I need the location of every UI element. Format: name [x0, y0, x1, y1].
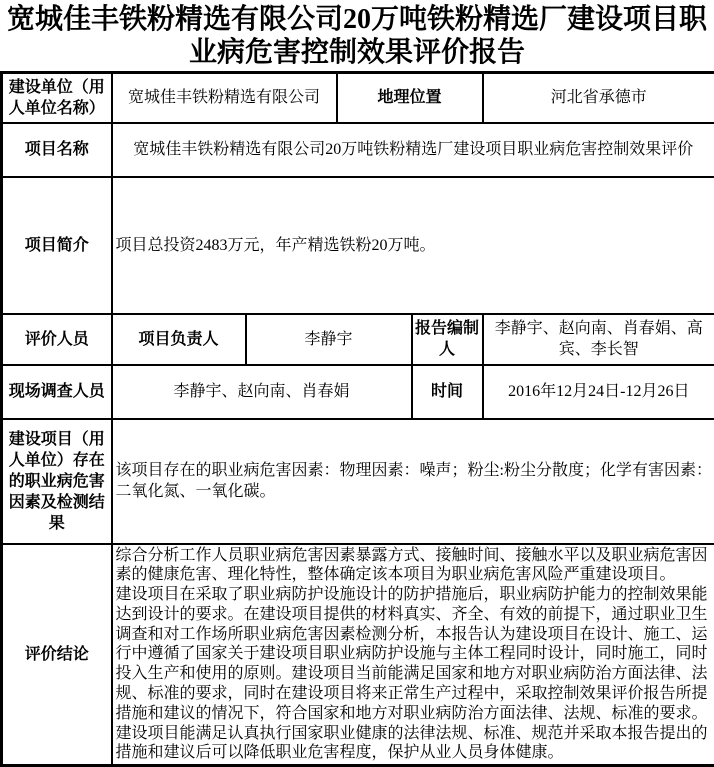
row-evaluators [2, 314, 714, 365]
site-survey-value: 李静宇、赵向南、肖春娟 [112, 365, 412, 419]
row-project-intro [2, 177, 714, 314]
project-intro-value: 项目总投资2483万元，年产精选铁粉20万吨。 [112, 177, 714, 314]
time-value: 2016年12月24日-12月26日 [483, 365, 714, 419]
location-value: 河北省承德市 [483, 73, 714, 123]
report-compilers-label: 报告编制人 [412, 314, 483, 365]
row-site-survey [2, 365, 714, 419]
page-title: 宽城佳丰铁粉精选有限公司20万吨铁粉精选厂建设项目职业病危害控制效果评价报告 [0, 0, 714, 71]
conclusion-paragraph-2: 建设项目在采取了职业病防护设施设计的防护措施后，职业病防护能力的控制效果能达到设计的要求。在建设项目提供的材料真实、齐全、有效的前提下，通过职业卫生调查和对工作场所职业病危害因素检测分析，本报告认为建设项目在设计、施工、运行中遵循了国家关于建设项目职业病防护设施与主体工程同时设计，同时施工，同时投入生产和使用的原则。建设项目当前能满足国家和地方对职业病防治方面法律、法规、标准的要求，同时在建设项目将来正常生产过程中，采取控制效果评价报告所提措施和建议的情况下，符合国家和地方对职业病防治方面法律、法规、标准的要求。建设项目能满足认真执行国家职业健康的法律法规、标准、规范并采取本报告提出的措施和建议后可以降低职业危害程度，保护从业人员身体健康。 [116, 585, 712, 763]
row-conclusion [2, 544, 714, 766]
project-leader-value: 李静宇 [246, 314, 412, 365]
report-compilers-value: 李静宇、赵向南、肖春娟、高宾、李长智 [483, 314, 714, 365]
time-label: 时间 [412, 365, 483, 419]
evaluators-label: 评价人员 [2, 314, 112, 365]
site-survey-label: 现场调查人员 [2, 365, 112, 419]
construction-unit-label: 建设单位（用人单位名称） [2, 73, 112, 123]
construction-unit-value: 宽城佳丰铁粉精选有限公司 [112, 73, 337, 123]
conclusion-label: 评价结论 [2, 544, 112, 766]
project-leader-label: 项目负责人 [112, 314, 246, 365]
row-hazard-factors [2, 419, 714, 544]
hazard-factors-value: 该项目存在的职业病危害因素：物理因素：噪声；粉尘:粉尘分散度；化学有害因素：二氧化氮、一氧化碳。 [112, 419, 714, 544]
location-label: 地理位置 [337, 73, 483, 123]
report-table [0, 71, 714, 767]
hazard-factors-label: 建设项目（用人单位）存在的职业病危害因素及检测结果 [2, 419, 112, 544]
project-name-value: 宽城佳丰铁粉精选有限公司20万吨铁粉精选厂建设项目职业病危害控制效果评价 [112, 123, 714, 177]
conclusion-paragraph-1: 综合分析工作人员职业病危害因素暴露方式、接触时间、接触水平以及职业病危害因素的健康危害、理化特性，整体确定该本项目为职业病危害风险严重建设项目。 [116, 546, 712, 586]
project-name-label: 项目名称 [2, 123, 112, 177]
row-construction-unit [2, 73, 714, 123]
row-project-name [2, 123, 714, 177]
conclusion-value [112, 544, 714, 766]
project-intro-label: 项目简介 [2, 177, 112, 314]
